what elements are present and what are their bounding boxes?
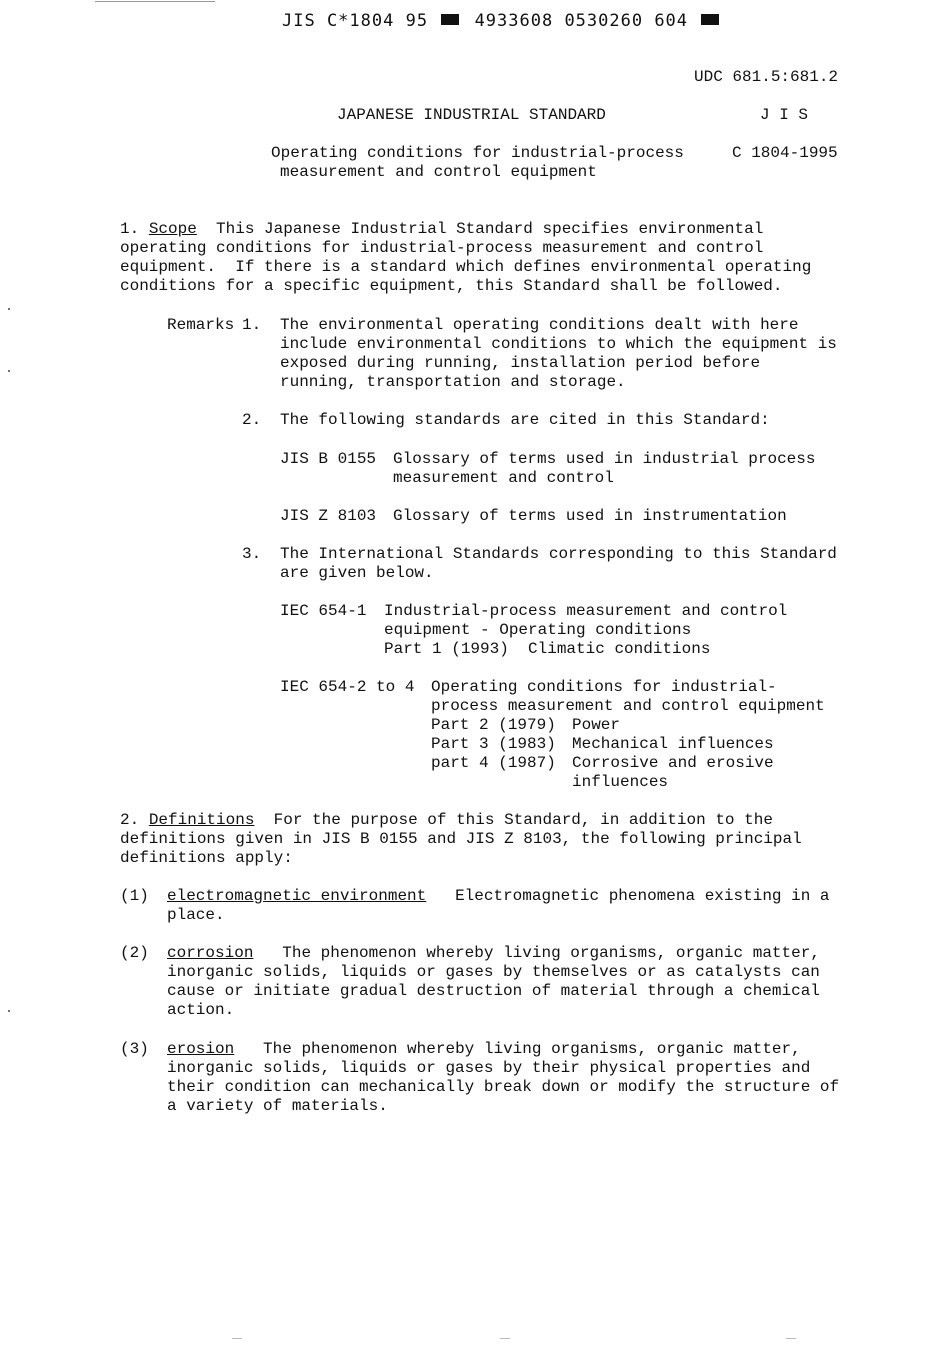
section-1-line: operating conditions for industrial-process measurement and control (120, 239, 764, 257)
scan-line (95, 1, 215, 2)
jis-mark: J I S (760, 106, 809, 124)
ref-title: measurement and control (393, 469, 614, 487)
definition-line: a variety of materials. (167, 1097, 388, 1115)
remark-1-line: exposed during running, installation period before (280, 354, 761, 372)
section-2-number: 2. (120, 811, 140, 829)
definition-number: (1) (120, 887, 149, 905)
definition-term: erosion (167, 1040, 235, 1058)
scan-speck (500, 1338, 510, 1339)
iec-title: Operating conditions for industrial- (431, 678, 777, 696)
remark-1-number: 1. (242, 316, 262, 334)
remark-2-number: 2. (242, 411, 262, 429)
section-2-heading: Definitions (148, 811, 255, 829)
scan-speck (8, 370, 10, 372)
section-1-line: equipment. If there is a standard which defines environmental operating (120, 258, 812, 276)
definition-line: place. (167, 906, 225, 924)
ref-title: Glossary of terms used in industrial process (393, 450, 816, 468)
iec-part: Part 3 (1983) (431, 735, 556, 753)
definition-first-line (167, 944, 820, 963)
remark-3-line: are given below. (280, 564, 434, 582)
definition-line: cause or initiate gradual destruction of material through a chemical (167, 982, 820, 1000)
definition-first-line (167, 887, 830, 906)
ref-code: JIS Z 8103 (280, 507, 377, 525)
scan-speck (8, 308, 10, 310)
black-block-icon (441, 14, 459, 25)
remark-1-line: The environmental operating conditions dealt with here (280, 316, 799, 334)
standard-type: JAPANESE INDUSTRIAL STANDARD (337, 106, 606, 124)
header-code-left: JIS C*1804 95 (282, 11, 429, 31)
header-code-mid: 4933608 0530260 604 (474, 11, 689, 31)
iec-title: Part 1 (1993) Climatic conditions (384, 640, 711, 658)
scan-speck (786, 1338, 796, 1339)
iec-part: part 4 (1987) (431, 754, 556, 772)
black-block-icon (701, 14, 719, 25)
section-2-line: definitions given in JIS B 0155 and JIS Z 8103, the following principal (120, 830, 802, 848)
title-line-1: Operating conditions for industrial-process (271, 144, 684, 162)
definition-line: inorganic solids, liquids or gases by their physical properties and (167, 1059, 811, 1077)
iec-code: IEC 654-1 (280, 602, 367, 620)
definition-term: corrosion (167, 944, 254, 962)
section-1-text: This Japanese Industrial Standard specifies environmental (216, 220, 764, 238)
section-2-line: definitions apply: (120, 849, 293, 867)
definition-line: action. (167, 1001, 235, 1019)
remark-3-line: The International Standards corresponding to this Standard (280, 545, 837, 563)
section-2-first-line (120, 811, 773, 830)
section-1-heading: Scope (148, 220, 197, 238)
section-2-text: For the purpose of this Standard, in addition to the (273, 811, 773, 829)
scan-speck (8, 1010, 10, 1012)
iec-part-desc: influences (572, 773, 669, 791)
ref-title: Glossary of terms used in instrumentation (393, 507, 787, 525)
iec-title: process measurement and control equipment (431, 697, 825, 715)
section-1-line: conditions for a specific equipment, this Standard shall be followed. (120, 277, 783, 295)
section-1-number: 1. (120, 220, 140, 238)
remark-2-line: The following standards are cited in this Standard: (280, 411, 770, 429)
scan-speck (232, 1338, 242, 1339)
definition-first-line (167, 1040, 801, 1059)
iec-title: Industrial-process measurement and control (384, 602, 788, 620)
header-code-line (282, 12, 723, 31)
iec-part-desc: Power (572, 716, 621, 734)
section-1-first-line (120, 220, 763, 239)
remarks-label: Remarks (167, 316, 235, 334)
udc-number: UDC 681.5:681.2 (694, 68, 839, 86)
ref-code: JIS B 0155 (280, 450, 377, 468)
definition-text: Electromagnetic phenomena existing in a (455, 887, 830, 905)
standard-number: C 1804-1995 (732, 144, 838, 162)
iec-title: equipment - Operating conditions (384, 621, 692, 639)
definition-term: electromagnetic environment (167, 887, 427, 905)
iec-part-desc: Corrosive and erosive (572, 754, 774, 772)
definition-number: (3) (120, 1040, 149, 1058)
remark-3-number: 3. (242, 545, 262, 563)
definition-text: The phenomenon whereby living organisms, organic matter, (282, 944, 820, 962)
iec-part: Part 2 (1979) (431, 716, 556, 734)
definition-number: (2) (120, 944, 149, 962)
title-line-2: measurement and control equipment (280, 163, 597, 181)
definition-line: their condition can mechanically break down or modify the structure of (167, 1078, 840, 1096)
iec-part-desc: Mechanical influences (572, 735, 774, 753)
iec-code: IEC 654-2 to 4 (280, 678, 415, 696)
remark-1-line: include environmental conditions to which the equipment is (280, 335, 837, 353)
remark-1-line: running, transportation and storage. (280, 373, 626, 391)
definition-line: inorganic solids, liquids or gases by themselves or as catalysts can (167, 963, 820, 981)
definition-text: The phenomenon whereby living organisms, organic matter, (263, 1040, 801, 1058)
